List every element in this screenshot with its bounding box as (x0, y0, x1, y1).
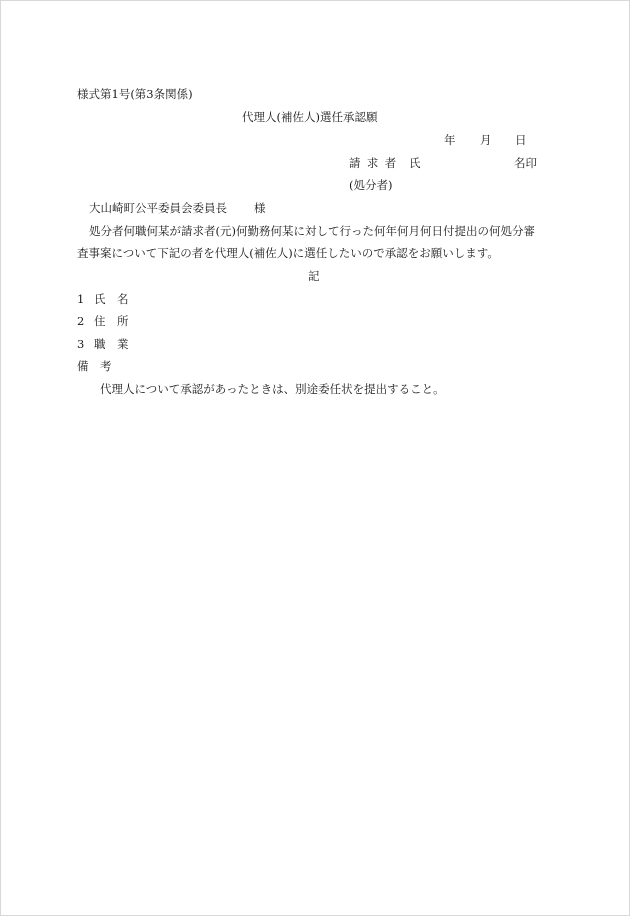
document-title: 代理人(補佐人)選任承認願 (242, 110, 378, 124)
body-paragraph-line-1: 処分者何職何某が請求者(元)何勤務何某に対して行った何年何月何日付提出の何処分審 (89, 224, 535, 238)
addressee-name: 大山崎町公平委員会委員長 (89, 201, 227, 215)
ki-heading: 記 (308, 269, 320, 283)
seal-mark: 名印 (514, 156, 537, 170)
requester-label: 請求者 (349, 156, 403, 170)
remarks-label: 備 考 (77, 359, 112, 373)
item-number-1: 1 (77, 292, 85, 306)
item-label-occupation: 職 業 (94, 337, 129, 351)
date-day: 日 (515, 133, 527, 147)
remarks-text: 代理人について承認があったときは、別途委任状を提出すること。 (100, 382, 445, 396)
form-number: 様式第1号(第3条関係) (77, 87, 193, 101)
item-number-2: 2 (77, 314, 85, 328)
requester-name-label: 氏 (409, 156, 421, 170)
date-year: 年 (444, 133, 456, 147)
body-paragraph-line-2: 査事案について下記の者を代理人(補佐人)に選任したいので承認をお願いします。 (77, 246, 499, 260)
addressee-honorific: 様 (254, 201, 266, 215)
item-label-address: 住 所 (94, 314, 129, 328)
item-label-name: 氏 名 (94, 292, 129, 306)
requester-note: (処分者) (349, 178, 393, 192)
date-month: 月 (480, 133, 492, 147)
item-number-3: 3 (77, 337, 85, 351)
